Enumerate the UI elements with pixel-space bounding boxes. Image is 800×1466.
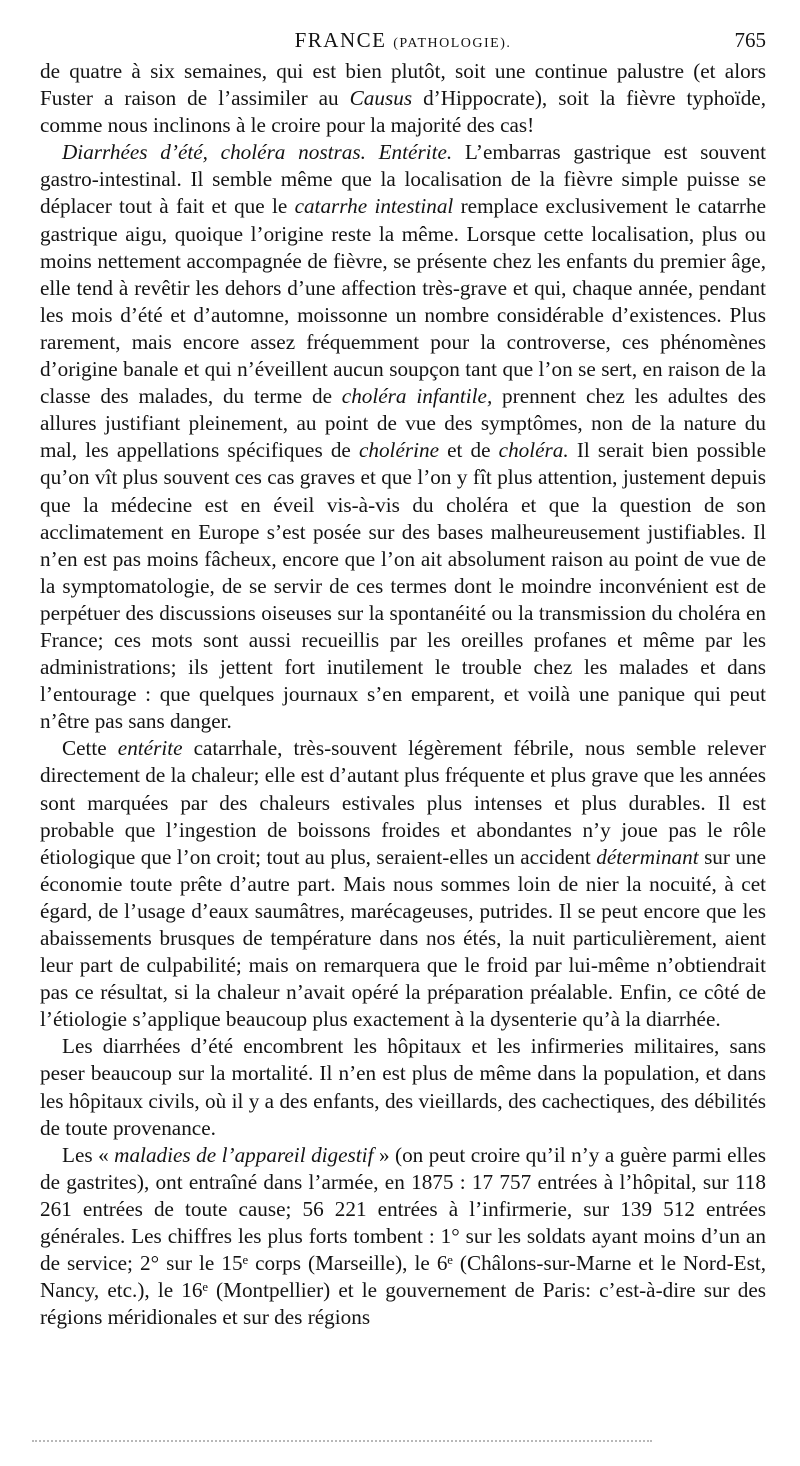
text-run: catarrhale, très-souvent légèrement fébrile, nous semble relever directement de la chaleur; elle est d’autant plus fréquente et plus grave que les années sont marquées par des chaleurs estivales plus intenses et plus durables. Il est probable que l’ingestion de boissons froides et abondantes n’y joue pas le rôle étiologique que l’on croit; tout au plus, seraient-elles un accident — [40, 736, 766, 869]
text-run: L’embarras gastrique est souvent gastro-intestinal. Il semble même que la localisation de la fièvre simple puisse se déplacer tout à fait et que le — [40, 140, 766, 219]
italic-run: entérite — [117, 736, 183, 761]
page-number: 765 — [734, 28, 766, 52]
running-title — [40, 28, 766, 53]
text-run: de quatre à six semaines, qui est bien plutôt, soit une continue palustre (et alors Fuster a raison de l’assimiler au — [40, 59, 766, 111]
running-title-main: FRANCE — [294, 28, 387, 52]
text-run: prennent chez les adultes des allures justifiant pleinement, au point de vue des symptômes, non de la nature du mal, les appellations spécifiques de — [40, 384, 766, 463]
paragraph-2 — [40, 139, 766, 735]
text-run: sur une économie toute prête d’autre part. Mais nous sommes loin de nier la nocuité, à cet égard, de l’usage d’eaux saumâtres, marécageuses, putrides. Il se peut encore que les abaissements brusques de température dans nos étés, la nuit particulièrement, aient leur part de culpabilité; mais on remarquera que le froid par lui-même n’obtiendrait pas ce résultat, si la chaleur n’avait opéré la préparation préalable. Enfin, ce côté de l’étiologie s’applique beaucoup plus exactement à la dysenterie qu’à la diarrhée. — [40, 844, 766, 1032]
document-page — [40, 28, 766, 1331]
footer-dotted-rule — [32, 1440, 652, 1442]
italic-run: Diarrhées d’été, choléra nostras. Entérite. — [62, 140, 453, 165]
body-text — [40, 58, 766, 1331]
text-run: Cette — [62, 736, 118, 761]
italic-run: choléra infantile, — [341, 384, 493, 409]
italic-run: catarrhe intestinal — [294, 194, 454, 219]
text-run: d’Hippocrate), soit la fièvre typhoïde, comme nous inclinons à le croire pour la majorité des cas! — [40, 86, 766, 138]
paragraph-3 — [40, 735, 766, 1033]
running-title-subtitle: (PATHOLOGIE). — [393, 36, 512, 51]
italic-run: cholérine — [358, 438, 439, 463]
text-run: Il serait bien possible qu’on vît plus souvent ces cas graves et que l’on y fît plus attention, justement depuis que la médecine est en éveil vis-à-vis du choléra et que la question de son acclimatement en Europe s’est posée sur des bases malheureusement justifiables. Il n’en est pas moins fâcheux, encore que l’on ait absolument raison au point de vue de la symptomatologie, de se servir de ces termes dont le moindre inconvénient est de perpétuer des discussions oiseuses sur la spontanéité ou la transmission du choléra en France; ces mots sont aussi recueillis par les oreilles profanes et même par les administrations; ils jettent fort inutilement le trouble chez les malades et dans l’entourage : que quelques journaux s’en emparent, et voilà une panique qui peut n’être pas sans danger. — [40, 438, 766, 734]
text-run: et de — [438, 438, 499, 463]
text-run: Les « — [62, 1142, 115, 1167]
text-run: Les diarrhées d’été encombrent les hôpitaux et les infirmeries militaires, sans peser beaucoup sur la mortalité. Il n’en est plus de même dans la population, et dans les hôpitaux civils, où il y a des enfants, des vieillards, des cachectiques, des débilités de toute provenance. — [40, 1034, 766, 1140]
italic-run: maladies de l’appareil digestif — [114, 1142, 374, 1167]
italic-run: Causus — [349, 86, 413, 111]
text-run: » (on peut croire qu’il n’y a guère parmi elles de gastrites), ont entraîné dans l’armée, en 1875 : 17 757 entrées à l’hôpital, sur 118 261 entrées de toute cause; 56 221 entrées à l’infirmerie, sur 139 512 entrées générales. Les chiffres les plus forts tombent : 1° sur les soldats ayant moins d’un an de service; 2° sur le 15ᵉ corps (Marseille), le 6ᵉ (Châlons-sur-Marne et le Nord-Est, Nancy, etc.), le 16ᵉ (Montpellier) et le gouvernement de Paris: c’est-à-dire sur des régions méridionales et sur des régions — [40, 1142, 766, 1330]
paragraph-5 — [40, 1142, 766, 1332]
paragraph-1 — [40, 58, 766, 139]
paragraph-4 — [40, 1033, 766, 1141]
italic-run: déterminant — [596, 844, 699, 869]
text-run: remplace exclusivement le catarrhe gastrique aigu, quoique l’origine reste la même. Lorsque cette localisation, plus ou moins nettement accompagnée de fièvre, se présente chez les enfants du premier âge, elle tend à revêtir les dehors d’une affection très-grave et qui, chaque année, pendant les mois d’été et d’automne, moissonne un nombre considérable d’existences. Plus rarement, mais encore assez fréquemment pour la controverse, ces phénomènes d’origine banale et qui n’éveillent aucun soupçon tant que l’on se sert, en raison de la classe des malades, du terme de — [40, 194, 766, 409]
italic-run: choléra. — [498, 438, 569, 463]
page-header — [40, 28, 766, 58]
